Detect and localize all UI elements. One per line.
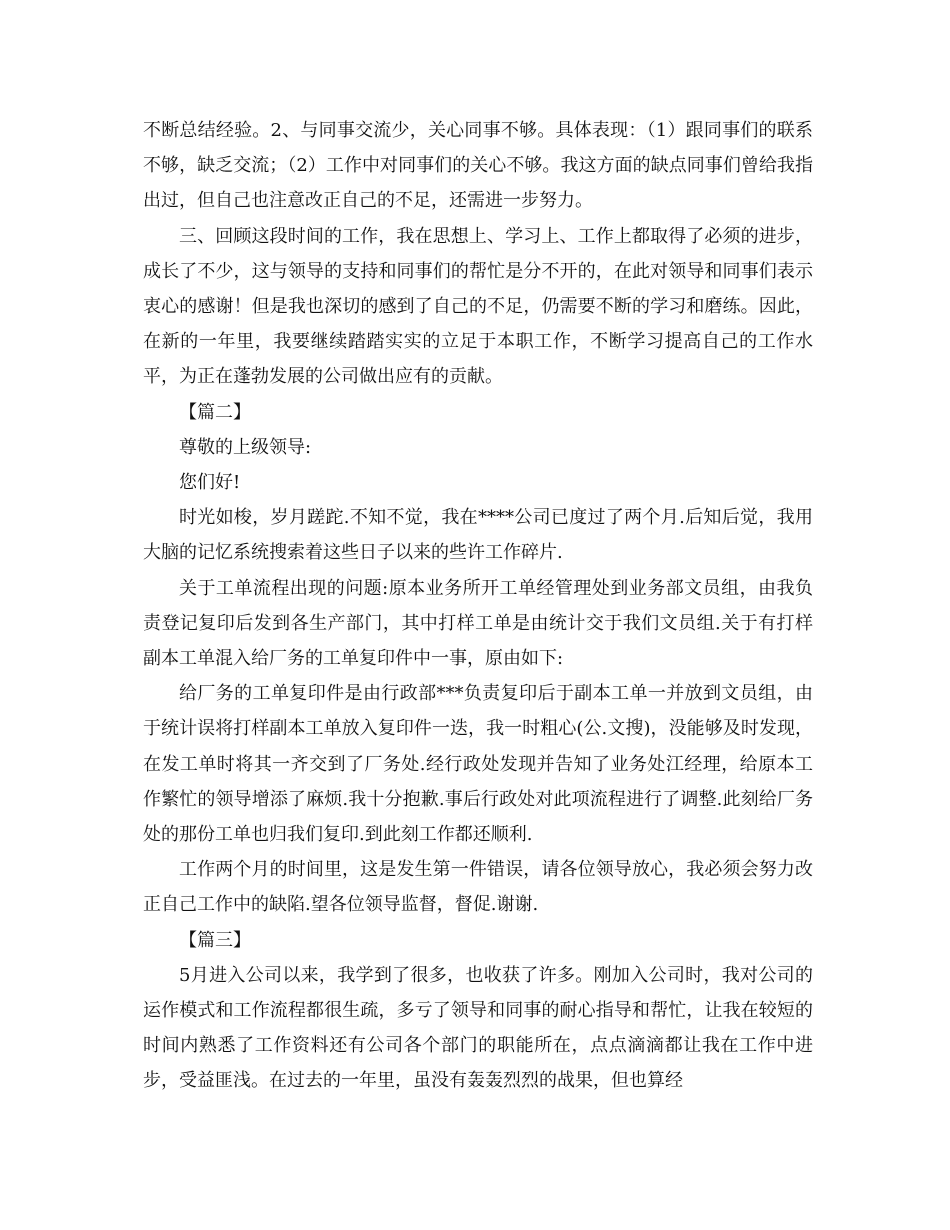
greeting: 您们好! (179, 472, 241, 494)
paragraph-2: 三、回顾这段时间的工作，我在思想上、学习上、工作上都取得了必须的进步，成长了不少，这与领导的支持和同事们的帮忙是分不开的，在此对领导和同事们表示衷心的感谢！但是我也深切的感到了自己的不足，仍需要不断的学习和磨练。因此，在新的一年里，我要继续踏踏实实的立足于本职工作，不断学习提高自己的工作水平，为正在蓬勃发展的公司做出应有的贡献。 (143, 225, 813, 388)
paragraph-9: 工作两个月的时间里，这是发生第一件错误，请各位领导放心，我必须会努力改正自己工作中的缺陷.望各位领导监督，督促.谢谢. (143, 859, 813, 916)
section-heading-2: 【篇二】 (179, 401, 251, 423)
salutation: 尊敬的上级领导: (179, 436, 312, 458)
paragraph-8: 给厂务的工单复印件是由行政部***负责复印后于副本工单一并放到文员组，由于统计误将打样副本工单放入复印件一迭，我一时粗心(公.文搜)，没能够及时发现，在发工单时将其一齐交到了厂务处.经行政处发现并告知了业务处江经理，给原本工作繁忙的领导增添了麻烦.我十分抱歉.事后行政处对此项流程进行了调整.此刻给厂务处的那份工单也归我们复印.到此刻工作都还顺利. (143, 683, 813, 846)
paragraph-11: 5月进入公司以来，我学到了很多，也收获了许多。刚加入公司时，我对公司的运作模式和工作流程都很生疏，多亏了领导和同事的耐心指导和帮忙，让我在较短的时间内熟悉了工作资料还有公司各个部门的职能所在，点点滴滴都让我在工作中进步，受益匪浅。在过去的一年里，虽没有轰轰烈烈的战果，但也算经 (143, 964, 813, 1092)
document-body (143, 113, 813, 1099)
section-heading-3: 【篇三】 (179, 929, 251, 951)
paragraph-7: 关于工单流程出现的问题:原本业务所开工单经管理处到业务部文员组，由我负责登记复印后发到各生产部门，其中打样工单是由统计交于我们文员组.关于有打样副本工单混入给厂务的工单复印件中一事，原由如下: (143, 577, 813, 670)
paragraph-1: 不断总结经验。2、与同事交流少，关心同事不够。具体表现：（1）跟同事们的联系不够，缺乏交流；（2）工作中对同事们的关心不够。我这方面的缺点同事们曾给我指出过，但自己也注意改正自己的不足，还需进一步努力。 (143, 120, 813, 212)
paragraph-6: 时光如梭，岁月蹉跎.不知不觉，我在****公司已度过了两个月.后知后觉，我用大脑的记忆系统搜索着这些日子以来的些许工作碎片. (143, 507, 813, 564)
